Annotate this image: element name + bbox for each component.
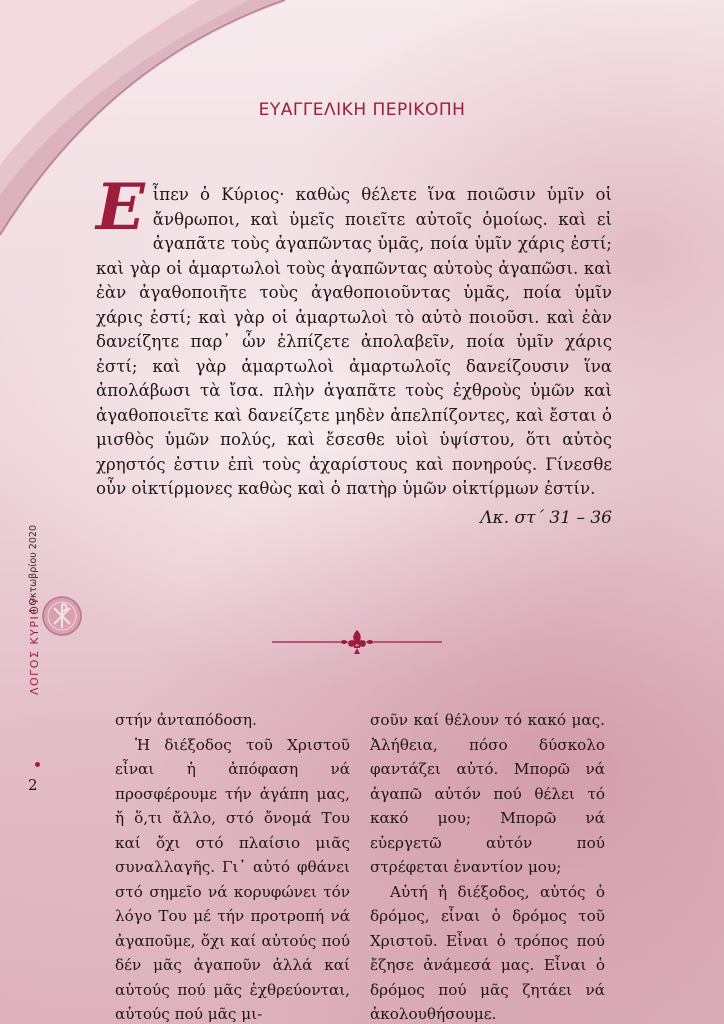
commentary-right-column [370,708,605,1024]
commentary-left-column [115,708,350,1024]
gospel-passage [96,170,612,502]
paragraph: Ἡ διέξοδος τοῦ Χριστοῦ εἶναι ἡ ἀπόφαση νά προσφέρουμε τήν ἀγάπη μας, ἤ ὅ,τι ἄλλο, στό ὄνομά Του καί ὄχι στό πλαίσιο μιᾶς συναλλαγῆς. Γι᾽ αὐτό φθάνει στό σημεῖο νά κορυφώνει τόν λόγο Του μέ τήν προτροπή νά ἀγαποῦμε, ὄχι καί αὐτούς πού δέν μᾶς ἀγαποῦν ἀλλά καί αὐτούς πού μᾶς ἐχθρεύονται, αὐτούς πού μᾶς μι- [115,735,350,1023]
paragraph: σοῦν καί θέλουν τό κακό μας. Ἀλήθεια, πόσο δύσκολο φαντάζει αὐτό. Μπορῶ νά ἀγαπῶ αὐτόν πού θέλει τό κακό μου; Μπορῶ νά εὐεργετῶ αὐτόν πού στρέφεται ἐναντίον μου; [370,711,605,876]
publication-name: ΛΟΓΟΣ ΚΥΡΙΟΥ [28,596,41,695]
page-number: 2 [28,776,38,794]
drop-cap: Ε [96,170,145,245]
paragraph: στήν ἀνταπόδοση. [115,711,257,729]
gospel-text: ἶπεν ὁ Κύριος· καθὼς θέλετε ἵνα ποιῶσιν ὑμῖν οἱ ἄνθρωποι, καὶ ὑμεῖς ποιεῖτε αὐτοῖς ὁμοίως. καὶ εἰ ἀγαπᾶτε τοὺς ἀγαπῶντας ὑμᾶς, ποία ὑμῖν χάρις ἐστί; καὶ γὰρ οἱ ἁμαρτωλοὶ τοὺς ἀγαπῶντας αὐτοὺς ἀγαπῶσι. καὶ ἐὰν ἀγαθοποιῆτε τοὺς ἀγαθοποιοῦντας ὑμᾶς, ποία ὑμῖν χάρις ἐστί; καὶ γὰρ οἱ ἁμαρτωλοὶ τὸ αὐτὸ ποιοῦσι. καὶ ἐὰν δανείζητε παρ᾽ ὧν ἐλπίζετε ἀπολαβεῖν, ποία ὑμῖν χάρις ἐστί; καὶ γὰρ ἁμαρτωλοὶ ἁμαρτωλοῖς δανείζουσιν ἵνα ἀπολάβωσι τὰ ἴσα. πλὴν ἀγαπᾶτε τοὺς ἐχθροὺς ὑμῶν καὶ ἀγαθοποιεῖτε καὶ δανείζετε μηδὲν ἀπελπίζοντες, καὶ ἔσται ὁ μισθὸς ὑμῶν πολύς, καὶ ἔσεσθε υἱοὶ ὑψίστου, ὅτι αὐτὸς χρηστός ἐστιν ἐπὶ τοὺς ἀχαρίστους καὶ πονηρούς. Γίνεσθε οὖν οἰκτίρμονες καθὼς καὶ ὁ πατὴρ ὑμῶν οἰκτίρμων ἐστίν. [96,185,612,498]
scripture-reference: Λκ. στ΄ 31 – 36 [480,508,612,528]
section-title: ΕΥΑΓΓΕΛΙΚΗ ΠΕΡΙΚΟΠΗ [258,100,466,120]
chi-rho-seal-icon [42,596,82,636]
issue-date: 4 Οκτωβρίου 2020 [28,525,39,615]
fleur-divider-ornament [272,628,442,656]
separator-dot [35,762,40,767]
paragraph: Αὐτή ἡ διέξοδος, αὐτός ὁ δρόμος, εἶναι ὁ δρόμος τοῦ Χριστοῦ. Εἶναι ὁ τρόπος πού ἔζησε ἀνάμεσά μας. Εἶναι ὁ δρόμος πού μᾶς ζητάει νά ἀκολουθήσουμε. [370,882,605,1023]
